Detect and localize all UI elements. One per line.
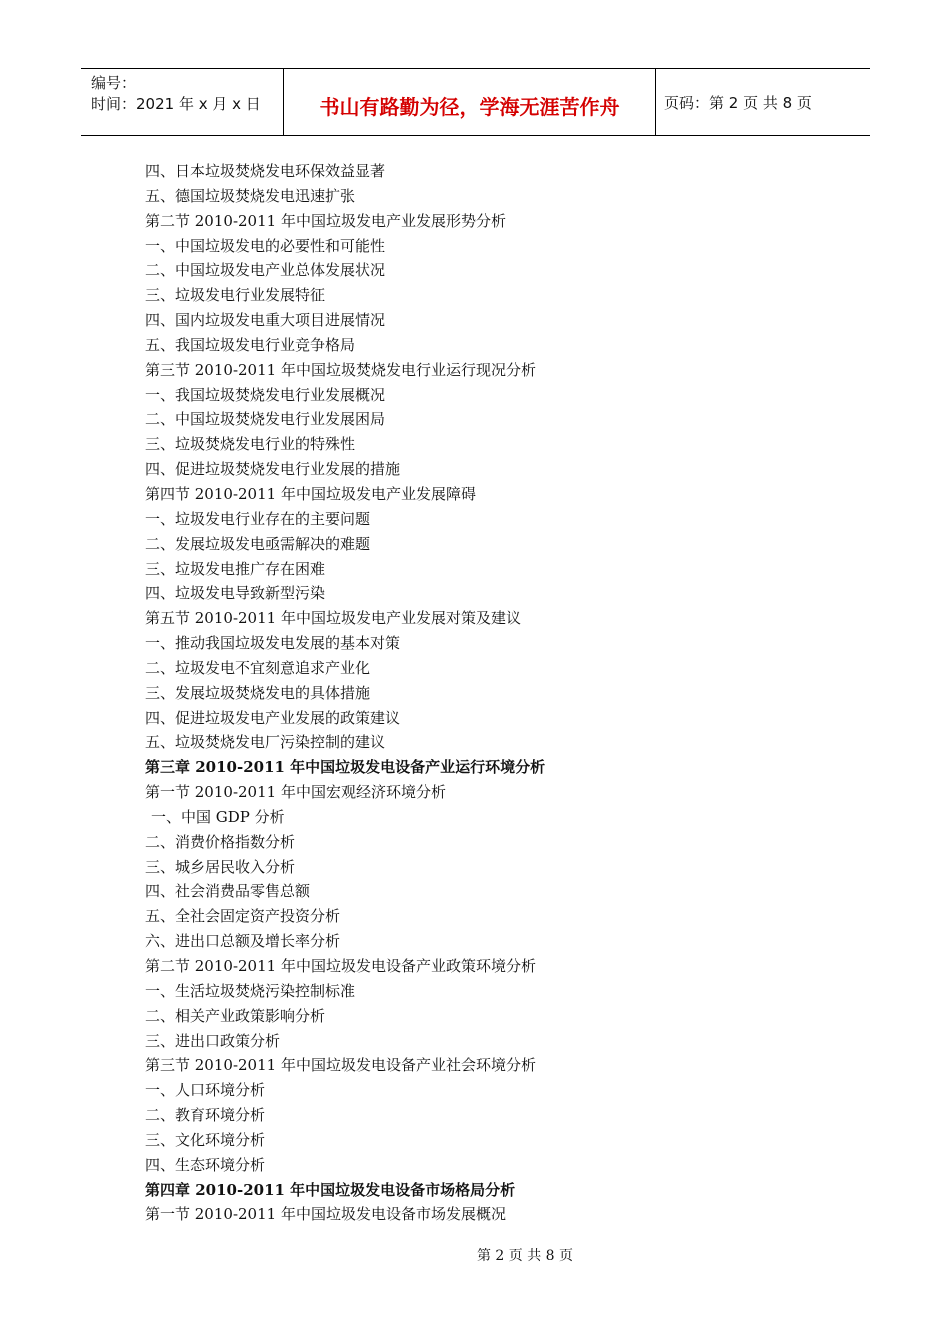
toc-item: 三、进出口政策分析 xyxy=(145,1031,281,1050)
toc-item: 三、垃圾发电推广存在困难 xyxy=(145,559,326,578)
toc-item: 一、我国垃圾焚烧发电行业发展概况 xyxy=(145,385,386,404)
toc-item: 二、发展垃圾发电亟需解决的难题 xyxy=(145,534,371,553)
toc-section-heading: 第五节 2010-2011 年中国垃圾发电产业发展对策及建议 xyxy=(145,609,521,628)
toc-section-heading: 第三节 2010-2011 年中国垃圾焚烧发电行业运行现况分析 xyxy=(145,360,536,379)
footer-page-number: 第 2 页 共 8 页 xyxy=(476,1248,574,1264)
toc-section-heading: 第一节 2010-2011 年中国宏观经济环境分析 xyxy=(145,783,446,802)
toc-item: 三、城乡居民收入分析 xyxy=(145,857,296,876)
header-meta-cell xyxy=(81,69,284,135)
toc-item: 四、垃圾发电导致新型污染 xyxy=(145,584,326,603)
toc-item: 二、中国垃圾焚烧发电行业发展困局 xyxy=(145,410,386,429)
toc-section-heading: 第一节 2010-2011 年中国垃圾发电设备市场发展概况 xyxy=(145,1205,506,1224)
page-footer xyxy=(0,1245,950,1265)
header-page-cell xyxy=(656,69,870,135)
toc-item: 五、我国垃圾发电行业竞争格局 xyxy=(145,335,356,354)
toc-item: 五、全社会固定资产投资分析 xyxy=(145,907,341,926)
toc-item: 三、垃圾发电行业发展特征 xyxy=(145,286,326,305)
toc-item: 一、中国垃圾发电的必要性和可能性 xyxy=(145,236,386,255)
header-motto-cell xyxy=(284,69,656,135)
toc-item: 五、德国垃圾焚烧发电迅速扩张 xyxy=(145,186,356,205)
toc-item: 四、促进垃圾发电产业发展的政策建议 xyxy=(145,708,401,727)
toc-item: 四、日本垃圾焚烧发电环保效益显著 xyxy=(145,162,386,180)
toc-item: 二、相关产业政策影响分析 xyxy=(145,1006,326,1025)
toc-item: 一、中国 GDP 分析 xyxy=(151,807,285,826)
toc-item: 二、垃圾发电不宜刻意追求产业化 xyxy=(145,658,371,677)
toc-item: 三、发展垃圾焚烧发电的具体措施 xyxy=(145,683,371,702)
toc-section-heading: 第二节 2010-2011 年中国垃圾发电产业发展形势分析 xyxy=(145,211,506,230)
toc-item: 一、人口环境分析 xyxy=(145,1081,266,1100)
header-page-number: 页码：第 2 页 共 8 页 xyxy=(664,93,812,112)
toc-chapter-heading: 第三章 2010-2011 年中国垃圾发电设备产业运行环境分析 xyxy=(145,758,546,777)
toc-item: 四、生态环境分析 xyxy=(145,1155,266,1174)
toc-item: 三、垃圾焚烧发电行业的特殊性 xyxy=(145,435,356,454)
page-header xyxy=(81,68,870,136)
toc-item: 三、文化环境分析 xyxy=(145,1130,266,1149)
toc-item: 二、教育环境分析 xyxy=(145,1106,266,1125)
doc-number-label: 编号： xyxy=(91,74,137,92)
header-motto: 书山有路勤为径，学海无涯苦作舟 xyxy=(319,94,620,119)
toc-item: 二、中国垃圾发电产业总体发展状况 xyxy=(145,261,386,280)
toc-item: 一、推动我国垃圾发电发展的基本对策 xyxy=(145,634,401,653)
toc-item: 五、垃圾焚烧发电厂污染控制的建议 xyxy=(145,733,386,752)
toc-chapter-heading: 第四章 2010-2011 年中国垃圾发电设备市场格局分析 xyxy=(145,1180,516,1199)
toc-section-heading: 第四节 2010-2011 年中国垃圾发电产业发展障碍 xyxy=(145,484,476,503)
toc-item: 四、国内垃圾发电重大项目进展情况 xyxy=(145,311,386,330)
toc-item: 二、消费价格指数分析 xyxy=(145,832,296,851)
toc-item: 一、垃圾发电行业存在的主要问题 xyxy=(145,509,371,528)
toc-item: 四、促进垃圾焚烧发电行业发展的措施 xyxy=(145,460,401,479)
toc-item: 六、进出口总额及增长率分析 xyxy=(145,932,341,951)
toc-item: 一、生活垃圾焚烧污染控制标准 xyxy=(145,981,356,1000)
toc-item: 四、社会消费品零售总额 xyxy=(145,882,311,901)
toc-section-heading: 第二节 2010-2011 年中国垃圾发电设备产业政策环境分析 xyxy=(145,957,536,975)
doc-time-label: 时间：2021 年 x 月 x 日 xyxy=(91,95,261,113)
toc-section-heading: 第三节 2010-2011 年中国垃圾发电设备产业社会环境分析 xyxy=(145,1056,536,1075)
table-of-contents xyxy=(145,159,845,1227)
